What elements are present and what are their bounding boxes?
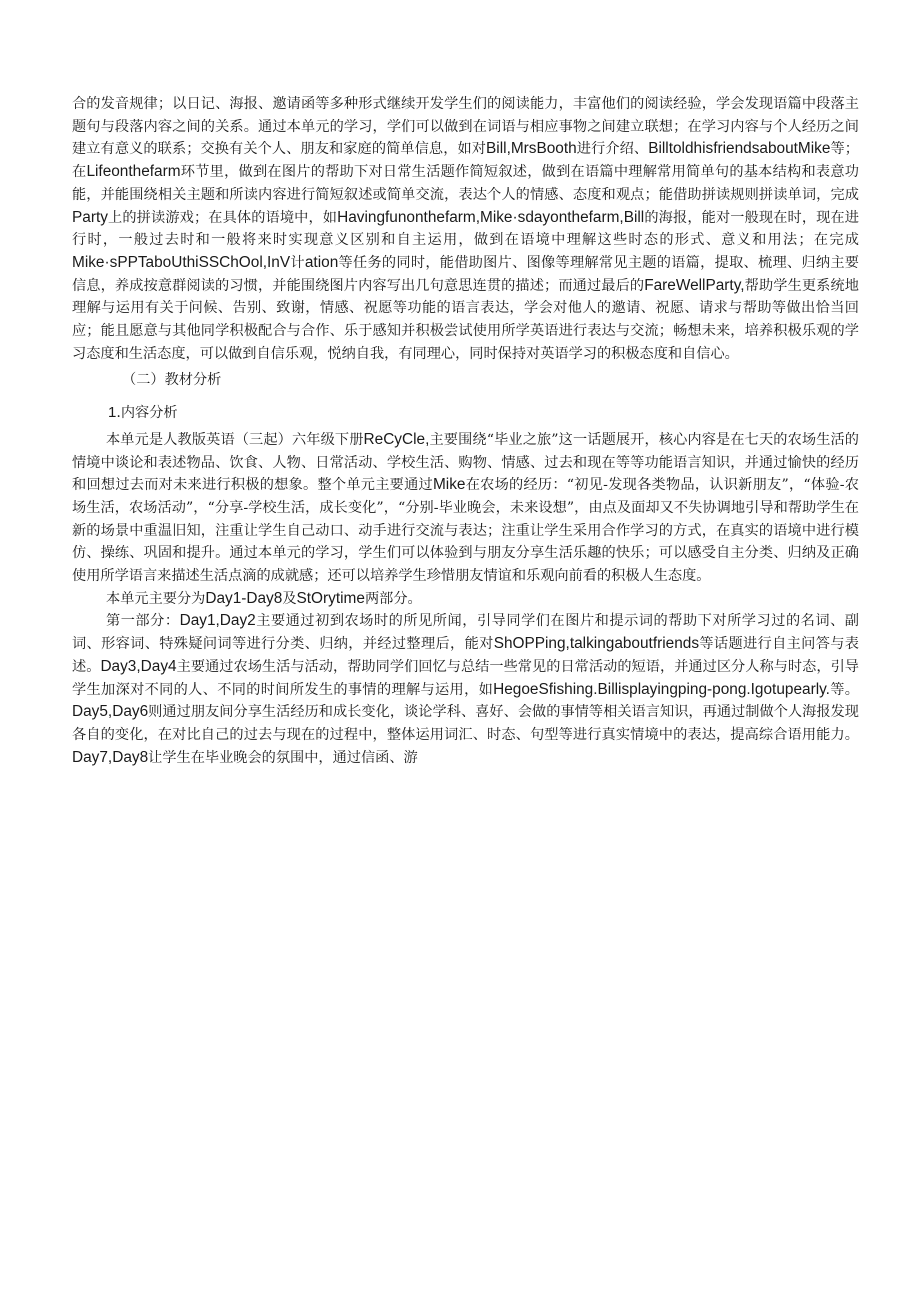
subsection-title: .内容分析	[116, 405, 178, 422]
paragraph-unit-overview: 本单元是人教版英语（三起）六年级下册ReCyCle,主要围绕“毕业之旅”这一话题展开，核心内容是在七天的农场生活的情境中谈论和表述物品、饮食、人物、日常活动、学校生活、购物、情感、过去和现在等等功能语言知识，并通过愉快的经历和回想过去而对未来进行积极的想象。整个单元主要通过Mike在农场的经历：“初见-发现各类物品，认识新朋友”，“体验-农场生活，农场活动”，“分享-学校生活，成长变化”，“分别-毕业晚会，未来设想”，由点及面却又不失协调地引导和帮助学生在新的场景中重温旧知，注重让学生自己动口、动手进行交流与表达；注重让学生采用合作学习的方式，在真实的语境中进行模仿、操练、巩固和提升。通过本单元的学习，学生们可以体验到与朋友分享生活乐趣的快乐；可以感受自主分类、归纳及正确使用所学语言来描述生活点滴的成就感；还可以培养学生珍惜朋友情谊和乐观向前看的积极人生态度。	[72, 430, 859, 585]
subsection-heading-content-analysis	[72, 402, 859, 425]
paragraph-unit-structure: 本单元主要分为Day1-Day8及StOrytime两部分。	[106, 589, 422, 607]
paragraph-learning-goals: 合的发音规律；以日记、海报、邀请函等多种形式继续开发学生们的阅读能力，丰富他们的阅读经验，学会发现语篇中段落主题句与段落内容之间的关系。通过本单元的学习，学们可以做到在词语与相应事物之间建立联想；在学习内容与个人经历之间建立有意义的联系；交换有关个人、朋友和家庭的简单信息，如对Bill,MrsBooth进行介绍、Billtoldhisfriendsab​outMike等；在Lifeonthefarm环节里，做到在图片的帮助下对日常生活题作简短叙述，做到在语篇中理解常用简单句的基本结构和表意功能，并能围绕相关主题和所读内容进行简短叙述或简单交流，表达个人的情感、态度和观点；能借助拼读规则拼读单词，完成Party上的拼读游戏；在具体的语境中，如Havingfunonthefarm,Mike·sdayonthefarm,Bill的海报，能对一般现在时，现在进行时，一般过去时和一般将来时实现意义区别和自主运用，做到在语境中理解这些时态的形式、意义和用法；在完成Mike·sPPTabo​UthiSSChOol,InV计ation等任务的同时，能借助图片、图像等理解常见主题的语篇，提取、梳理、归纳主要信息，养成按意群阅读的习惯，并能围绕图片内容写出几句意思连贯的描述；而通过最后的FareWellParty,帮助学生更系统地理解与运用有关于问候、告别、致谢，情感、祝愿等功能的语言表达，学会对他人的邀请、祝愿、请求与帮助等做出恰当回应；能且愿意与其他同学积极配合与合作、乐于感知并积极尝试使用所学英语进行表达与交流；畅想未来，培养积极乐观的学习态度和生活态度，可以做到自信乐观，悦纳自我，有同理心，同时保持对英语学习的积极态度和自信心。	[72, 96, 859, 362]
subsection-number: 1	[108, 404, 117, 422]
document-page	[72, 93, 859, 769]
section-heading-textbook-analysis: （二）教材分析	[122, 372, 222, 389]
paragraph-part-one: 第一部分：Day1,Day2主要通过初到农场时的所见所闻，引导同学们在图片和提示词的帮助下对所学习过的名词、副词、形容词、特殊疑问词等进行分类、归纳，并经过整理后，能对ShOPPing,talkingaboutfriends等话题进行自主问答与表述。Day3,Day4主要通过农场生活与活动，帮助同学们回忆与总结一些常见的日常活动的短语，并通过区分人称与时态，引导学生加深对不同的人、不同的时间所发生的事情的理解与运用，如HegoeSfishing.Billisplayingping-pong.Igotupearly.等。Day5,Day6则通过朋友间分享生活经历和成长变化，谈论学科、喜好、会做的事情等相关语言知识，再通过制做个人海报发现各自的变化，在对比自己的过去与现在的过程中，整体运用词汇、时态、句型等进行真实情境中的表达，提高综合语用能力。Day7,Day8让学生在毕业晚会的氛围中，通过信函、游	[72, 612, 859, 766]
